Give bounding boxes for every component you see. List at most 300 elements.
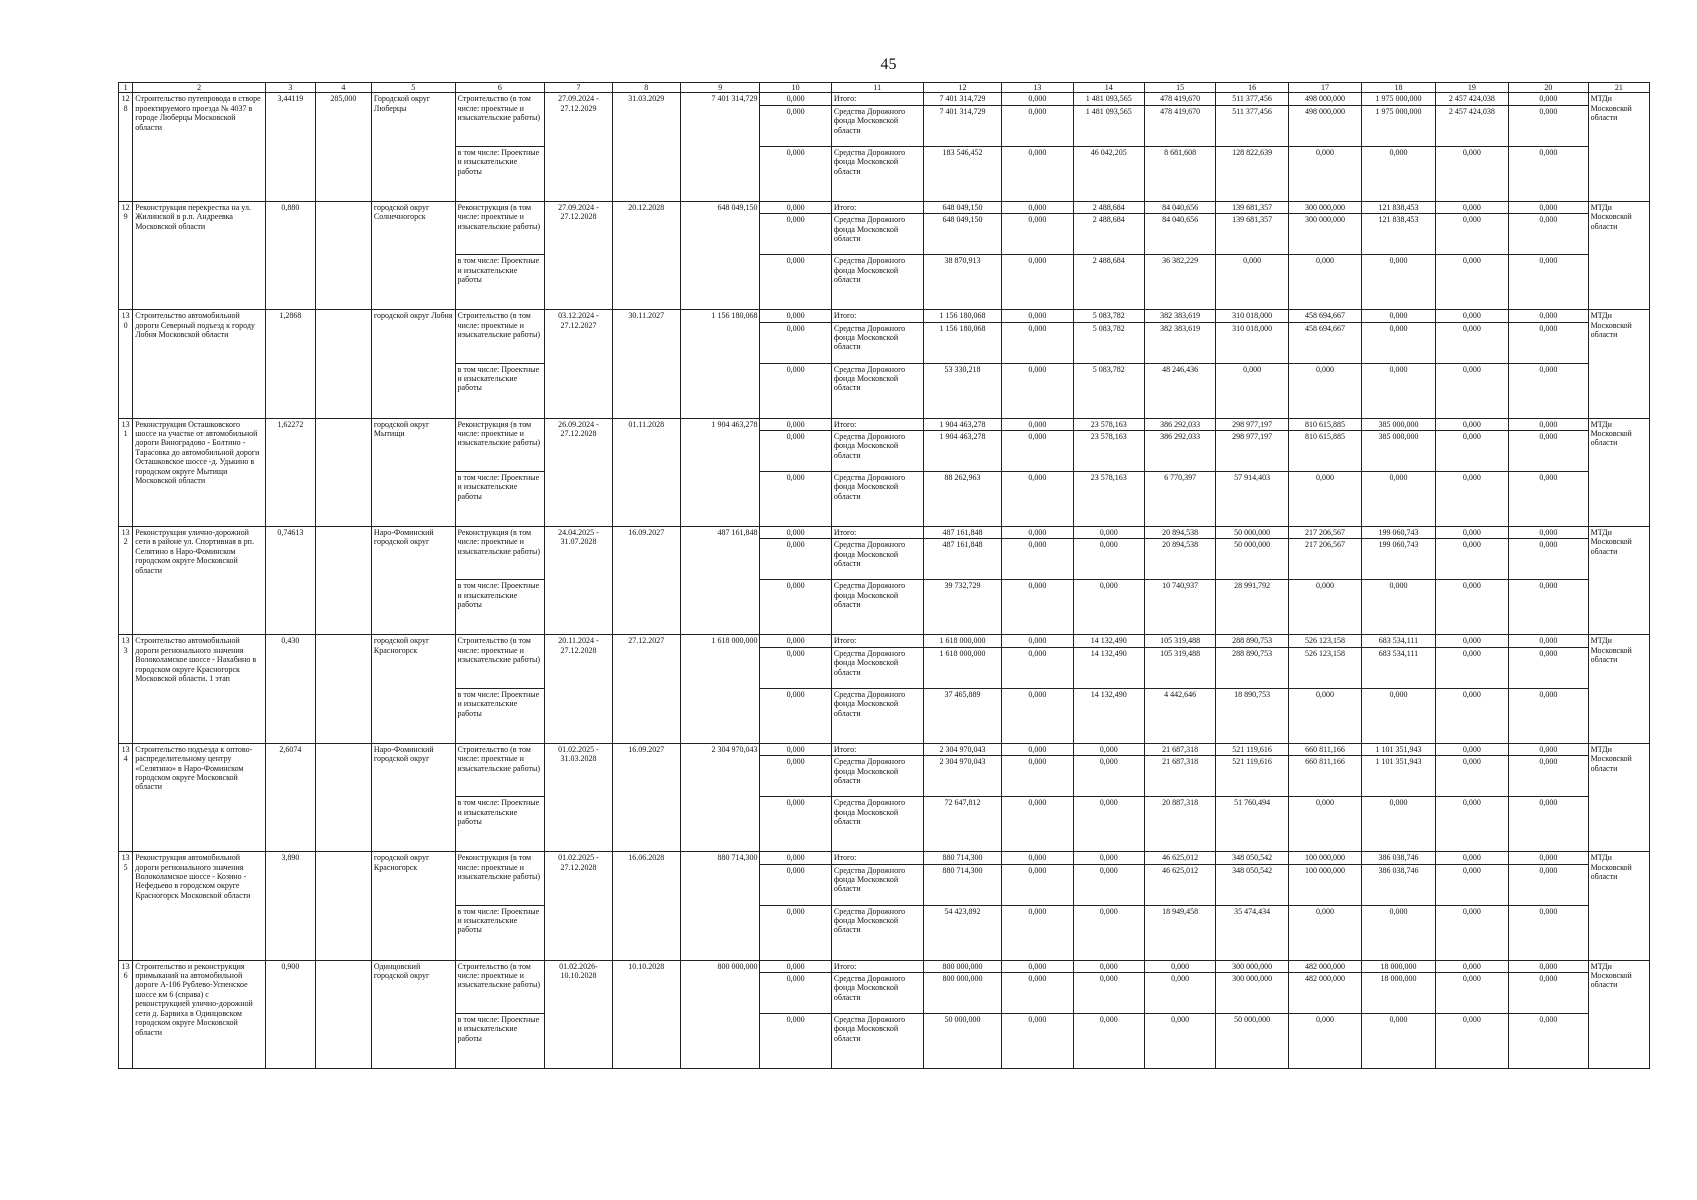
project-length: 0,430 — [265, 635, 315, 743]
value-cell: 0,000 — [1435, 472, 1508, 527]
project-length: 1,62272 — [265, 418, 315, 526]
source-label: Средства Дорожного фонда Московской области — [831, 688, 923, 743]
value-cell: 526 123,158 — [1288, 635, 1361, 647]
value-cell: 0,000 — [1288, 1014, 1361, 1069]
municipality: Одинцовский городской округ — [371, 960, 455, 1068]
value-cell: 7 401 314,729 — [923, 105, 1002, 146]
project-row-total — [119, 310, 1650, 322]
value-cell: 478 419,670 — [1144, 93, 1215, 105]
work-type: Реконструкция (в том числе: проектные и изыскательские работы) — [455, 201, 545, 254]
project-number: 134 — [119, 743, 133, 851]
value-cell: 300 000,000 — [1288, 214, 1361, 255]
value-cell: 2 488,684 — [1073, 255, 1144, 310]
value-cell: 0,000 — [1362, 363, 1435, 418]
value-cell: 105 319,488 — [1144, 635, 1215, 647]
value-cell: 0,000 — [1509, 743, 1589, 755]
value-cell: 0,000 — [1362, 1014, 1435, 1069]
project-row-total — [119, 635, 1650, 647]
value-cell: 0,000 — [1435, 255, 1508, 310]
end-date: 16.09.2027 — [612, 743, 680, 851]
value-cell: 300 000,000 — [1288, 201, 1361, 213]
project-col4 — [315, 310, 371, 418]
value-cell: 36 382,229 — [1144, 255, 1215, 310]
value-cell: 0,000 — [1002, 852, 1073, 864]
value-cell: 1 101 351,943 — [1362, 756, 1435, 797]
project-col4 — [315, 418, 371, 526]
value-cell: 0,000 — [1288, 363, 1361, 418]
source-label: Средства Дорожного фонда Московской области — [831, 580, 923, 635]
value-cell: 8 681,608 — [1144, 146, 1215, 201]
work-type: Строительство (в том числе: проектные и изыскательские работы) — [455, 310, 545, 363]
period: 01.02.2026- 10.10.2028 — [545, 960, 612, 1068]
source-label: Средства Дорожного фонда Московской области — [831, 363, 923, 418]
period: 20.11.2024 - 27.12.2028 — [545, 635, 612, 743]
value-cell: 48 246,436 — [1144, 363, 1215, 418]
value-cell: 199 060,743 — [1362, 539, 1435, 580]
value-cell: 0,000 — [1002, 146, 1073, 201]
value-cell: 0,000 — [1362, 310, 1435, 322]
value-cell: 300 000,000 — [1216, 960, 1288, 972]
value-cell: 139 681,357 — [1216, 201, 1288, 213]
value-cell: 0,000 — [1435, 418, 1508, 430]
period: 27.09.2024 - 27.12.2028 — [545, 201, 612, 309]
value-cell: 0,000 — [1509, 797, 1589, 852]
value-cell: 0,000 — [1435, 905, 1508, 960]
value-cell: 0,000 — [1073, 905, 1144, 960]
value-cell: 0,000 — [760, 864, 831, 905]
value-cell: 4 442,646 — [1144, 688, 1215, 743]
value-cell: 0,000 — [1362, 146, 1435, 201]
value-cell: 0,000 — [1362, 797, 1435, 852]
value-cell: 0,000 — [1002, 539, 1073, 580]
source-label: Итого: — [831, 310, 923, 322]
value-cell: 0,000 — [760, 973, 831, 1014]
value-cell: 18 000,000 — [1362, 960, 1435, 972]
source-label: Итого: — [831, 418, 923, 430]
project-row-total — [119, 527, 1650, 539]
municipality: городской округ Солнечногорск — [371, 201, 455, 309]
source-label: Средства Дорожного фонда Московской области — [831, 647, 923, 688]
value-cell: 0,000 — [1435, 743, 1508, 755]
period: 01.02.2025 - 27.12.2028 — [545, 852, 612, 960]
work-type-incl: в том числе: Проектные и изыскательские работы — [455, 146, 545, 201]
project-length: 0,880 — [265, 201, 315, 309]
value-cell: 0,000 — [1002, 105, 1073, 146]
value-cell: 683 534,111 — [1362, 647, 1435, 688]
period: 27.09.2024 - 27.12.2029 — [545, 93, 612, 201]
value-cell: 0,000 — [1509, 756, 1589, 797]
value-cell: 0,000 — [1435, 146, 1508, 201]
responsible: МТДи Московской области — [1588, 960, 1649, 1068]
value-cell: 0,000 — [760, 960, 831, 972]
value-cell: 0,000 — [760, 1014, 831, 1069]
value-cell: 2 304 970,043 — [923, 743, 1002, 755]
value-cell: 0,000 — [760, 797, 831, 852]
value-cell: 2 304 970,043 — [923, 756, 1002, 797]
value-cell: 50 000,000 — [1216, 1014, 1288, 1069]
value-cell: 1 618 000,000 — [923, 647, 1002, 688]
column-number: 10 — [760, 83, 831, 93]
column-number: 17 — [1288, 83, 1361, 93]
column-number: 16 — [1216, 83, 1288, 93]
value-cell: 880 714,300 — [923, 864, 1002, 905]
municipality: городской округ Лобня — [371, 310, 455, 418]
value-cell: 0,000 — [760, 852, 831, 864]
value-cell: 0,000 — [1144, 1014, 1215, 1069]
project-row-total — [119, 93, 1650, 105]
value-cell: 0,000 — [1073, 1014, 1144, 1069]
responsible: МТДи Московской области — [1588, 527, 1649, 635]
value-cell: 0,000 — [1435, 201, 1508, 213]
value-cell: 46 625,012 — [1144, 864, 1215, 905]
project-number: 135 — [119, 852, 133, 960]
column-number: 11 — [831, 83, 923, 93]
value-cell: 0,000 — [1435, 431, 1508, 472]
value-cell: 0,000 — [1435, 635, 1508, 647]
value-cell: 386 292,033 — [1144, 418, 1215, 430]
value-cell: 0,000 — [760, 255, 831, 310]
work-type-incl: в том числе: Проектные и изыскательские работы — [455, 688, 545, 743]
value-cell: 385 000,000 — [1362, 431, 1435, 472]
value-cell: 386 292,033 — [1144, 431, 1215, 472]
value-cell: 0,000 — [760, 539, 831, 580]
value-cell: 0,000 — [1002, 310, 1073, 322]
source-label: Итого: — [831, 635, 923, 647]
value-cell: 0,000 — [1435, 647, 1508, 688]
value-cell: 288 890,753 — [1216, 635, 1288, 647]
value-cell: 0,000 — [760, 905, 831, 960]
value-cell: 51 760,494 — [1216, 797, 1288, 852]
value-cell: 0,000 — [1002, 431, 1073, 472]
value-cell: 482 000,000 — [1288, 960, 1361, 972]
column-number: 15 — [1144, 83, 1215, 93]
value-cell: 0,000 — [1002, 472, 1073, 527]
work-type-incl: в том числе: Проектные и изыскательские работы — [455, 797, 545, 852]
value-cell: 1 156 180,068 — [923, 310, 1002, 322]
value-cell: 348 050,542 — [1216, 852, 1288, 864]
value-cell: 0,000 — [1002, 960, 1073, 972]
value-cell: 6 770,397 — [1144, 472, 1215, 527]
value-cell: 199 060,743 — [1362, 527, 1435, 539]
responsible: МТДи Московской области — [1588, 852, 1649, 960]
value-cell: 0,000 — [760, 431, 831, 472]
column-number: 7 — [545, 83, 612, 93]
project-col4 — [315, 635, 371, 743]
source-label: Средства Дорожного фонда Московской области — [831, 431, 923, 472]
project-name: Реконструкция перекрестка на ул. Жилинской в р.п. Андреевка Московской области — [133, 201, 266, 309]
value-cell: 0,000 — [1435, 322, 1508, 363]
source-label: Средства Дорожного фонда Московской области — [831, 146, 923, 201]
value-cell: 0,000 — [1002, 1014, 1073, 1069]
project-number: 128 — [119, 93, 133, 201]
value-cell: 0,000 — [1509, 146, 1589, 201]
value-cell: 288 890,753 — [1216, 647, 1288, 688]
value-cell: 0,000 — [1435, 1014, 1508, 1069]
value-cell: 0,000 — [760, 756, 831, 797]
total-cost: 7 401 314,729 — [680, 93, 760, 201]
total-cost: 1 156 180,068 — [680, 310, 760, 418]
value-cell: 0,000 — [1509, 214, 1589, 255]
column-number: 1 — [119, 83, 133, 93]
value-cell: 482 000,000 — [1288, 973, 1361, 1014]
value-cell: 0,000 — [1073, 852, 1144, 864]
value-cell: 0,000 — [1002, 214, 1073, 255]
value-cell: 0,000 — [1435, 688, 1508, 743]
value-cell: 498 000,000 — [1288, 93, 1361, 105]
value-cell: 0,000 — [1216, 255, 1288, 310]
value-cell: 0,000 — [1435, 580, 1508, 635]
source-label: Средства Дорожного фонда Московской области — [831, 539, 923, 580]
responsible: МТДи Московской области — [1588, 93, 1649, 201]
value-cell: 0,000 — [1509, 310, 1589, 322]
value-cell: 84 040,656 — [1144, 214, 1215, 255]
value-cell: 0,000 — [760, 214, 831, 255]
value-cell: 0,000 — [1144, 960, 1215, 972]
value-cell: 0,000 — [1362, 688, 1435, 743]
value-cell: 0,000 — [1509, 1014, 1589, 1069]
value-cell: 487 161,848 — [923, 539, 1002, 580]
value-cell: 100 000,000 — [1288, 852, 1361, 864]
value-cell: 298 977,197 — [1216, 431, 1288, 472]
column-number-row — [119, 83, 1650, 93]
value-cell: 0,000 — [1509, 960, 1589, 972]
value-cell: 648 049,150 — [923, 214, 1002, 255]
value-cell: 0,000 — [1073, 973, 1144, 1014]
period: 24.04.2025 - 31.07.2028 — [545, 527, 612, 635]
responsible: МТДи Московской области — [1588, 310, 1649, 418]
project-col4 — [315, 201, 371, 309]
value-cell: 0,000 — [760, 93, 831, 105]
page-number: 45 — [880, 56, 897, 73]
value-cell: 18 000,000 — [1362, 973, 1435, 1014]
financing-table — [118, 82, 1650, 1069]
value-cell: 300 000,000 — [1216, 973, 1288, 1014]
value-cell: 800 000,000 — [923, 973, 1002, 1014]
municipality: Наро-Фоминский городской округ — [371, 527, 455, 635]
value-cell: 10 740,937 — [1144, 580, 1215, 635]
value-cell: 310 018,000 — [1216, 310, 1288, 322]
value-cell: 46 042,205 — [1073, 146, 1144, 201]
value-cell: 0,000 — [1002, 635, 1073, 647]
value-cell: 0,000 — [1362, 255, 1435, 310]
value-cell: 0,000 — [1002, 255, 1073, 310]
value-cell: 0,000 — [1435, 864, 1508, 905]
value-cell: 0,000 — [1002, 580, 1073, 635]
value-cell: 0,000 — [1073, 580, 1144, 635]
value-cell: 1 481 093,565 — [1073, 93, 1144, 105]
value-cell: 0,000 — [1002, 973, 1073, 1014]
column-number: 18 — [1362, 83, 1435, 93]
value-cell: 0,000 — [1435, 852, 1508, 864]
total-cost: 1 904 463,278 — [680, 418, 760, 526]
value-cell: 310 018,000 — [1216, 322, 1288, 363]
project-number: 130 — [119, 310, 133, 418]
work-type: Строительство (в том числе: проектные и изыскательские работы) — [455, 743, 545, 796]
municipality: городской округ Красногорск — [371, 635, 455, 743]
value-cell: 0,000 — [1435, 973, 1508, 1014]
source-label: Итого: — [831, 527, 923, 539]
value-cell: 0,000 — [1288, 905, 1361, 960]
value-cell: 0,000 — [1002, 743, 1073, 755]
value-cell: 683 534,111 — [1362, 635, 1435, 647]
end-date: 27.12.2027 — [612, 635, 680, 743]
value-cell: 18 949,458 — [1144, 905, 1215, 960]
value-cell: 1 156 180,068 — [923, 322, 1002, 363]
value-cell: 0,000 — [1509, 973, 1589, 1014]
value-cell: 100 000,000 — [1288, 864, 1361, 905]
value-cell: 1 904 463,278 — [923, 431, 1002, 472]
value-cell: 21 687,318 — [1144, 743, 1215, 755]
value-cell: 0,000 — [1288, 797, 1361, 852]
source-label: Средства Дорожного фонда Московской области — [831, 756, 923, 797]
column-number: 8 — [612, 83, 680, 93]
value-cell: 478 419,670 — [1144, 105, 1215, 146]
project-name: Реконструкция улично-дорожной сети в районе ул. Спортивная в рп. Селятино в Наро-Фоминском городском округе Московской области — [133, 527, 266, 635]
project-col4 — [315, 743, 371, 851]
project-row-total — [119, 418, 1650, 430]
value-cell: 0,000 — [1435, 310, 1508, 322]
source-label: Итого: — [831, 93, 923, 105]
value-cell: 0,000 — [1288, 472, 1361, 527]
value-cell: 0,000 — [1002, 864, 1073, 905]
project-length: 0,74613 — [265, 527, 315, 635]
value-cell: 800 000,000 — [923, 960, 1002, 972]
value-cell: 660 811,166 — [1288, 756, 1361, 797]
project-number: 136 — [119, 960, 133, 1068]
value-cell: 5 083,782 — [1073, 363, 1144, 418]
value-cell: 386 038,746 — [1362, 864, 1435, 905]
value-cell: 0,000 — [1509, 201, 1589, 213]
value-cell: 2 457 424,038 — [1435, 93, 1508, 105]
project-name: Реконструкция Осташковского шоссе на участке от автомобильной дороги Виноградово - Болтино - Тарасовка до автомобильной дороги Осташковское шоссе -д. Удькино в городском округе Мытищи Московской области — [133, 418, 266, 526]
project-length: 2,6074 — [265, 743, 315, 851]
value-cell: 0,000 — [760, 527, 831, 539]
column-number: 19 — [1435, 83, 1508, 93]
source-label: Средства Дорожного фонда Московской области — [831, 797, 923, 852]
column-number: 6 — [455, 83, 545, 93]
project-number: 133 — [119, 635, 133, 743]
project-row-total — [119, 852, 1650, 864]
end-date: 20.12.2028 — [612, 201, 680, 309]
value-cell: 46 625,012 — [1144, 852, 1215, 864]
value-cell: 298 977,197 — [1216, 418, 1288, 430]
value-cell: 54 423,892 — [923, 905, 1002, 960]
value-cell: 0,000 — [1288, 688, 1361, 743]
source-label: Итого: — [831, 960, 923, 972]
value-cell: 0,000 — [1073, 797, 1144, 852]
project-number: 132 — [119, 527, 133, 635]
value-cell: 498 000,000 — [1288, 105, 1361, 146]
value-cell: 14 132,490 — [1073, 635, 1144, 647]
end-date: 16.06.2028 — [612, 852, 680, 960]
value-cell: 0,000 — [1509, 418, 1589, 430]
value-cell: 0,000 — [760, 322, 831, 363]
source-label: Итого: — [831, 743, 923, 755]
value-cell: 0,000 — [1509, 539, 1589, 580]
value-cell: 1 904 463,278 — [923, 418, 1002, 430]
value-cell: 0,000 — [1002, 797, 1073, 852]
municipality: Наро-Фоминский городской округ — [371, 743, 455, 851]
value-cell: 139 681,357 — [1216, 214, 1288, 255]
value-cell: 0,000 — [1362, 472, 1435, 527]
work-type: Реконструкция (в том числе: проектные и изыскательские работы) — [455, 852, 545, 905]
value-cell: 0,000 — [1002, 201, 1073, 213]
value-cell: 72 647,812 — [923, 797, 1002, 852]
value-cell: 0,000 — [760, 418, 831, 430]
value-cell: 0,000 — [1144, 973, 1215, 1014]
source-label: Средства Дорожного фонда Московской области — [831, 322, 923, 363]
value-cell: 0,000 — [1002, 905, 1073, 960]
municipality: городской округ Мытищи — [371, 418, 455, 526]
value-cell: 0,000 — [1435, 539, 1508, 580]
value-cell: 0,000 — [760, 105, 831, 146]
value-cell: 0,000 — [1435, 756, 1508, 797]
value-cell: 0,000 — [1362, 580, 1435, 635]
value-cell: 28 991,792 — [1216, 580, 1288, 635]
column-number: 5 — [371, 83, 455, 93]
column-number: 14 — [1073, 83, 1144, 93]
value-cell: 0,000 — [1288, 146, 1361, 201]
total-cost: 800 000,000 — [680, 960, 760, 1068]
value-cell: 5 083,782 — [1073, 310, 1144, 322]
work-type: Строительство (в том числе: проектные и изыскательские работы) — [455, 960, 545, 1013]
value-cell: 7 401 314,729 — [923, 93, 1002, 105]
value-cell: 0,000 — [1216, 363, 1288, 418]
value-cell: 386 038,746 — [1362, 852, 1435, 864]
value-cell: 53 330,218 — [923, 363, 1002, 418]
value-cell: 521 119,616 — [1216, 756, 1288, 797]
value-cell: 1 101 351,943 — [1362, 743, 1435, 755]
value-cell: 35 474,434 — [1216, 905, 1288, 960]
project-col4 — [315, 960, 371, 1068]
value-cell: 0,000 — [1002, 93, 1073, 105]
work-type-incl: в том числе: Проектные и изыскательские работы — [455, 363, 545, 418]
value-cell: 0,000 — [1509, 688, 1589, 743]
value-cell: 1 618 000,000 — [923, 635, 1002, 647]
work-type: Реконструкция (в том числе: проектные и изыскательские работы) — [455, 527, 545, 580]
value-cell: 382 383,619 — [1144, 322, 1215, 363]
value-cell: 487 161,848 — [923, 527, 1002, 539]
value-cell: 0,000 — [1435, 363, 1508, 418]
value-cell: 0,000 — [760, 743, 831, 755]
value-cell: 0,000 — [1509, 527, 1589, 539]
value-cell: 0,000 — [760, 472, 831, 527]
value-cell: 660 811,166 — [1288, 743, 1361, 755]
project-name: Строительство подъезда к оптово-распределительному центру «Селятино» в Наро-Фоминском городском округе Московской области — [133, 743, 266, 851]
source-label: Средства Дорожного фонда Московской области — [831, 864, 923, 905]
project-col4 — [315, 852, 371, 960]
work-type: Строительство (в том числе: проектные и изыскательские работы) — [455, 635, 545, 688]
responsible: МТДи Московской области — [1588, 201, 1649, 309]
value-cell: 21 687,318 — [1144, 756, 1215, 797]
value-cell: 511 377,456 — [1216, 93, 1288, 105]
value-cell: 14 132,490 — [1073, 647, 1144, 688]
value-cell: 458 694,667 — [1288, 322, 1361, 363]
column-number: 21 — [1588, 83, 1649, 93]
work-type-incl: в том числе: Проектные и изыскательские работы — [455, 255, 545, 310]
responsible: МТДи Московской области — [1588, 418, 1649, 526]
value-cell: 84 040,656 — [1144, 201, 1215, 213]
value-cell: 1 975 000,000 — [1362, 93, 1435, 105]
value-cell: 2 457 424,038 — [1435, 105, 1508, 146]
end-date: 10.10.2028 — [612, 960, 680, 1068]
period: 03.12.2024 - 27.12.2027 — [545, 310, 612, 418]
end-date: 30.11.2027 — [612, 310, 680, 418]
value-cell: 0,000 — [1435, 960, 1508, 972]
column-number: 12 — [923, 83, 1002, 93]
source-label: Средства Дорожного фонда Московской области — [831, 973, 923, 1014]
project-name: Строительство путепровода в створе проектируемого проезда № 4037 в городе Люберцы Московской области — [133, 93, 266, 201]
